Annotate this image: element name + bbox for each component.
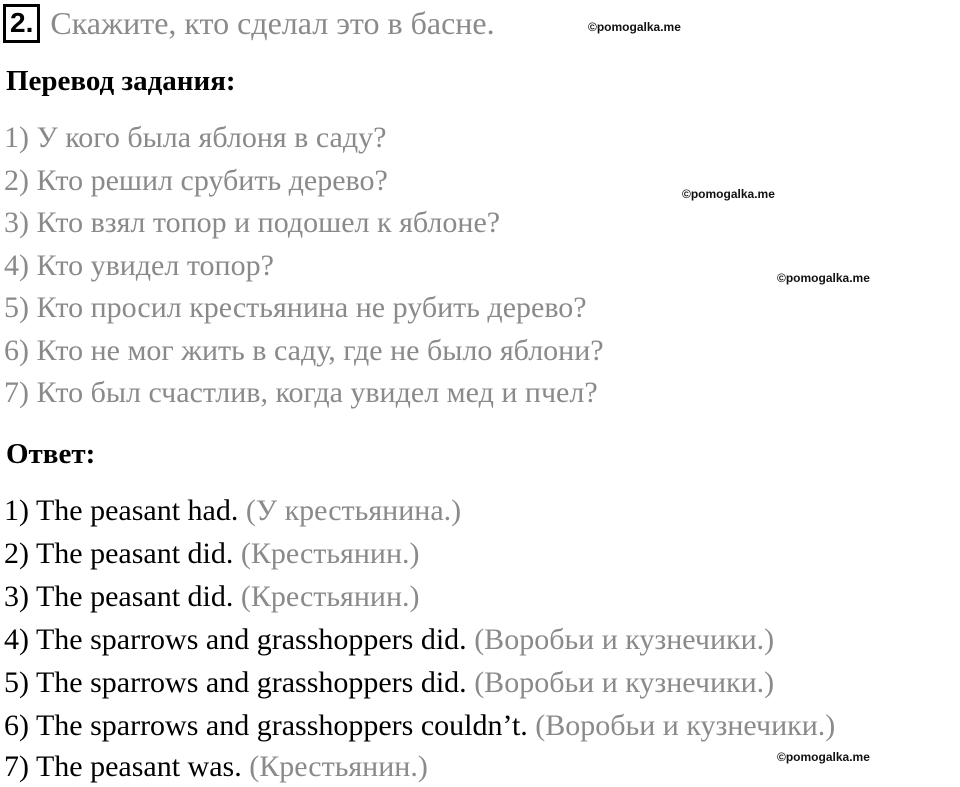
question-line: 2) Кто решил срубить дерево? bbox=[4, 164, 388, 197]
answer-line bbox=[4, 496, 461, 526]
answer-title: Ответ: bbox=[6, 438, 96, 470]
answer-russian: (Крестьянин.) bbox=[249, 750, 428, 783]
answer-russian: (Воробьи и кузнечики.) bbox=[474, 623, 775, 656]
watermark: ©pomogalka.me bbox=[777, 750, 870, 764]
answer-line bbox=[4, 752, 428, 782]
task-header bbox=[3, 3, 495, 43]
answer-line bbox=[4, 582, 420, 612]
question-line: 1) У кого была яблоня в саду? bbox=[4, 121, 387, 154]
question-line: 3) Кто взял топор и подошел к яблоне? bbox=[4, 206, 501, 239]
answer-russian: (Воробьи и кузнечики.) bbox=[474, 666, 775, 699]
watermark: ©pomogalka.me bbox=[588, 20, 681, 34]
answer-english: 5) The sparrows and grasshoppers did. bbox=[4, 666, 467, 699]
answer-english: 2) The peasant did. bbox=[4, 537, 234, 570]
answer-line bbox=[4, 625, 774, 655]
answer-russian: (У крестьянина.) bbox=[245, 494, 462, 527]
question-line: 6) Кто не мог жить в саду, где не было яблони? bbox=[4, 334, 604, 367]
answer-english: 7) The peasant was. bbox=[4, 750, 242, 783]
question-line: 5) Кто просил крестьянина не рубить дерево? bbox=[4, 291, 587, 324]
task-text: Скажите, кто сделал это в басне. bbox=[50, 5, 495, 41]
question-line: 4) Кто увидел топор? bbox=[4, 249, 274, 282]
answer-russian: (Воробьи и кузнечики.) bbox=[535, 709, 836, 742]
translation-title: Перевод задания: bbox=[6, 65, 236, 97]
answer-english: 1) The peasant had. bbox=[4, 494, 239, 527]
question-line: 7) Кто был счастлив, когда увидел мед и пчел? bbox=[4, 376, 598, 409]
watermark: ©pomogalka.me bbox=[777, 271, 870, 285]
answer-russian: (Крестьянин.) bbox=[240, 537, 420, 570]
watermark: ©pomogalka.me bbox=[682, 187, 775, 201]
answer-line bbox=[4, 711, 835, 741]
answer-line bbox=[4, 668, 774, 698]
answer-english: 6) The sparrows and grasshoppers couldn’t. bbox=[4, 709, 528, 742]
task-number: 2. bbox=[3, 4, 40, 43]
answer-english: 4) The sparrows and grasshoppers did. bbox=[4, 623, 467, 656]
answer-russian: (Крестьянин.) bbox=[240, 580, 420, 613]
answer-line bbox=[4, 539, 420, 569]
answer-english: 3) The peasant did. bbox=[4, 580, 234, 613]
